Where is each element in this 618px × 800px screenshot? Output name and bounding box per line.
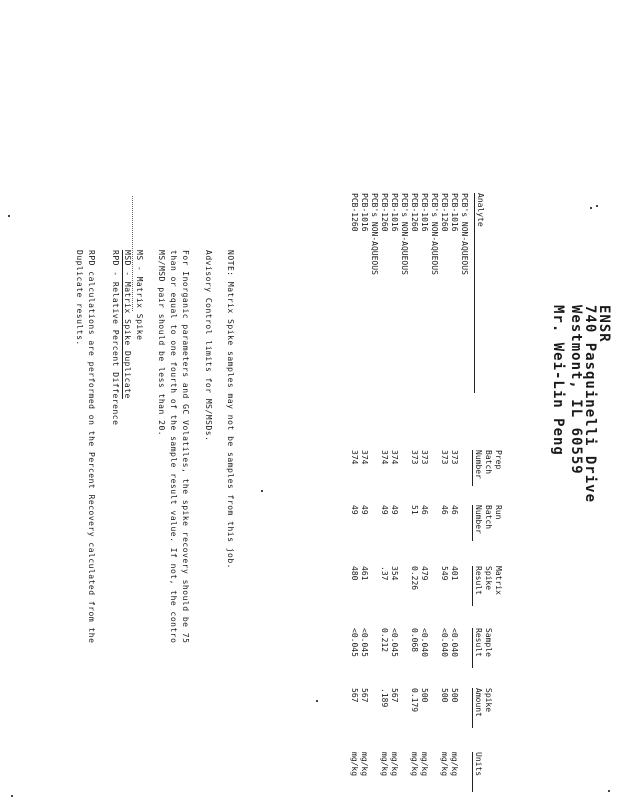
scan-speck <box>608 790 610 792</box>
table-row: PCB-1260 374 49 480 <0.045 567 mg/kg <box>350 193 359 777</box>
scan-speck <box>11 795 13 797</box>
analyte-header: Analyte <box>474 193 485 393</box>
note-inorganic-3: MS/MSD pair should be less than 20. <box>157 250 166 437</box>
spike-amount-header: Spike Amount <box>472 688 493 728</box>
note-rpd-calc-1: RPD calculations are performed on the Percent Recovery calculated from the <box>87 250 96 644</box>
table-row: PCB's NON-AQUEOUS <box>370 193 379 275</box>
table-row: PCB's NON-AQUEOUS <box>400 193 409 275</box>
matrix-spike-header: Matrix Spike Result <box>472 566 503 606</box>
run-batch-header: Run Batch Number <box>472 505 503 541</box>
note-inorganic-2: than or equal to one fourth of the sample result value. If not, the contro <box>169 250 178 644</box>
sample-result-header: Sample Result <box>472 628 493 668</box>
company-name: ENSR <box>596 305 612 343</box>
table-row: PCB-1016 374 49 354 <0.045 567 mg/kg <box>390 193 399 777</box>
table-row: PCB-1260 373 46 549 <0.040 500 mg/kg <box>440 193 449 777</box>
results-table <box>349 193 469 793</box>
table-row: PCB's NON-AQUEOUS <box>430 193 439 275</box>
table-row: PCB's NON-AQUEOUS <box>460 193 469 275</box>
note-inorganic-1: For Inorganic parameters and GC Volatiles, the spike recovery should be 75 <box>181 250 190 644</box>
scan-speck <box>590 207 592 209</box>
table-row: PCB-1260 374 49 .37 0.212 .189 mg/kg <box>380 193 389 777</box>
note-msd-definition: MSD - Matrix Spike Duplicate <box>123 250 132 399</box>
company-address: 740 Pasquinelli Drive <box>582 305 598 504</box>
note-matrix-spike: NOTE: Matrix Spike samples may not be samples from this job. <box>226 250 235 569</box>
note-advisory-limits: Advisory Control limits for MS/MSDs. <box>204 250 213 442</box>
table-row: PCB-1016 374 49 461 <0.045 567 mg/kg <box>360 193 369 777</box>
scan-speck <box>596 205 598 207</box>
table-row: PCB-1016 373 46 401 <0.040 500 mg/kg <box>450 193 459 777</box>
attention-line: Mr. Wei-Lin Peng <box>550 305 566 456</box>
scan-speck <box>261 490 263 492</box>
note-rpd-calc-2: Duplicate results. <box>75 250 84 346</box>
scan-speck <box>8 215 10 217</box>
company-city: Westmont, IL 60559 <box>568 305 584 475</box>
note-ms-definition: MS - Matrix Spike <box>135 250 144 341</box>
prep-batch-header: Prep Batch Number <box>472 450 503 486</box>
units-header: Units <box>472 752 483 792</box>
table-row: PCB-1260 373 51 0.226 0.068 0.179 mg/kg <box>410 193 419 777</box>
table-row: PCB-1016 373 46 479 <0.040 500 mg/kg <box>420 193 429 777</box>
scan-speck <box>316 700 318 702</box>
margin-dotted-rule <box>132 196 133 311</box>
note-rpd-definition: RPD - Relative Percent Difference <box>111 250 120 426</box>
